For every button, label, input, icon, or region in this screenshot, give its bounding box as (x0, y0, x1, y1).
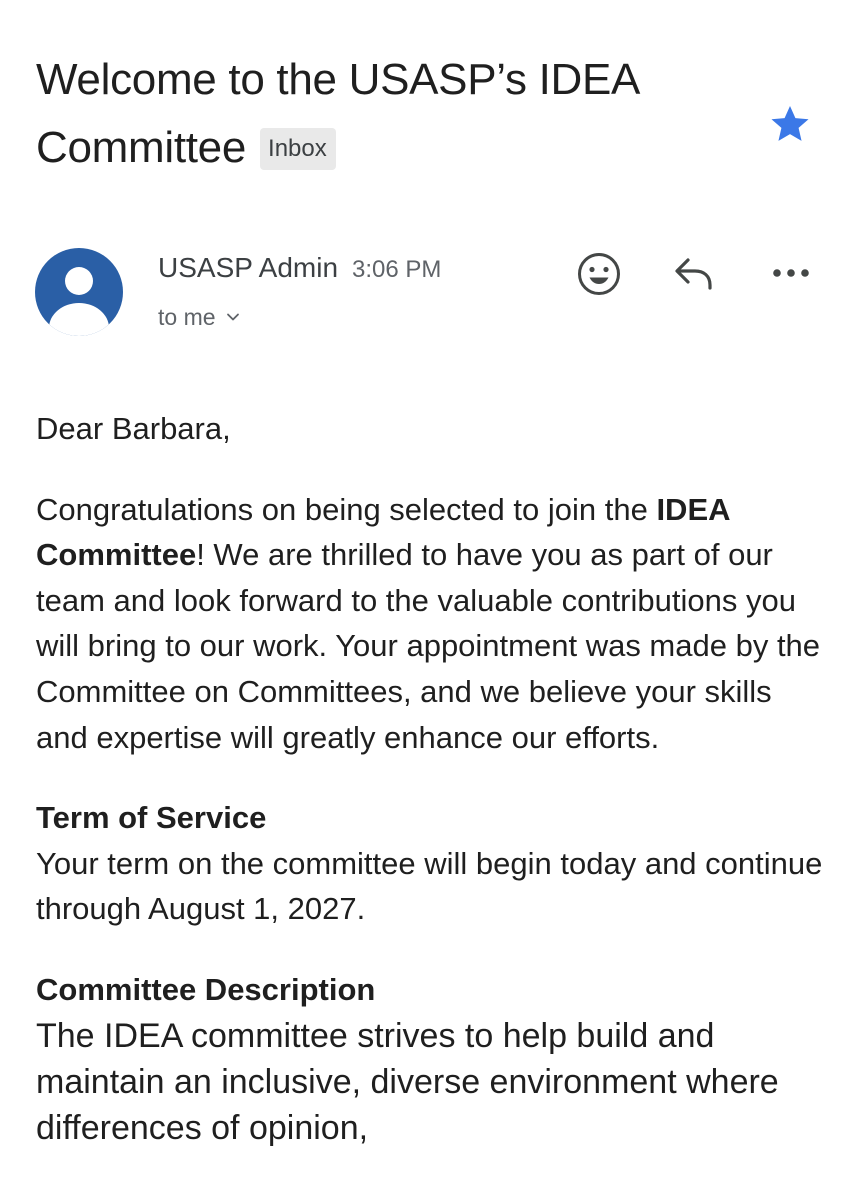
sender-line (158, 251, 441, 287)
term-text: Your term on the committee will begin today and continue through August 1, 2027. (36, 845, 823, 927)
sender-avatar[interactable] (35, 248, 123, 336)
reply-icon[interactable] (673, 256, 717, 292)
intro-rest: ! We are thrilled to have you as part of our team and look forward to the valuable contributions you will bring to our work. Your appointment was made by the Committee on Committees, and we believe your skills and expertise will greatly enhance our efforts. (36, 537, 821, 755)
intro-lead: Congratulations on being selected to join the (36, 491, 657, 527)
recipient-name: Barbara, (111, 411, 231, 446)
subject-text: Welcome to the USASP’s IDEA Committee (36, 55, 638, 172)
email-body (36, 406, 826, 1186)
term-heading: Term of Service (36, 800, 267, 836)
emoji-reaction-icon[interactable] (576, 251, 622, 297)
sent-time: 3:06 PM (352, 256, 442, 283)
recipient-line: to me (158, 304, 216, 330)
star-icon[interactable] (768, 102, 812, 146)
description-heading: Committee Description (36, 971, 376, 1007)
description-section (36, 967, 826, 1151)
more-options-icon[interactable] (772, 266, 810, 280)
email-subject (36, 46, 736, 182)
description-text: The IDEA committee strives to help build and maintain an inclusive, diverse environment where differences of opinion, (36, 1016, 779, 1147)
intro-paragraph (36, 487, 826, 761)
chevron-down-icon (226, 312, 240, 322)
sender-name[interactable]: USASP Admin (158, 252, 339, 283)
avatar-person-icon (35, 248, 123, 336)
inbox-label-chip[interactable]: Inbox (260, 128, 336, 170)
greeting (36, 406, 826, 452)
greeting-prefix: Dear (36, 411, 104, 446)
committee-name-bold: IDEA Committee (36, 491, 730, 573)
recipient-details-toggle[interactable] (158, 302, 240, 332)
term-section (36, 795, 826, 932)
